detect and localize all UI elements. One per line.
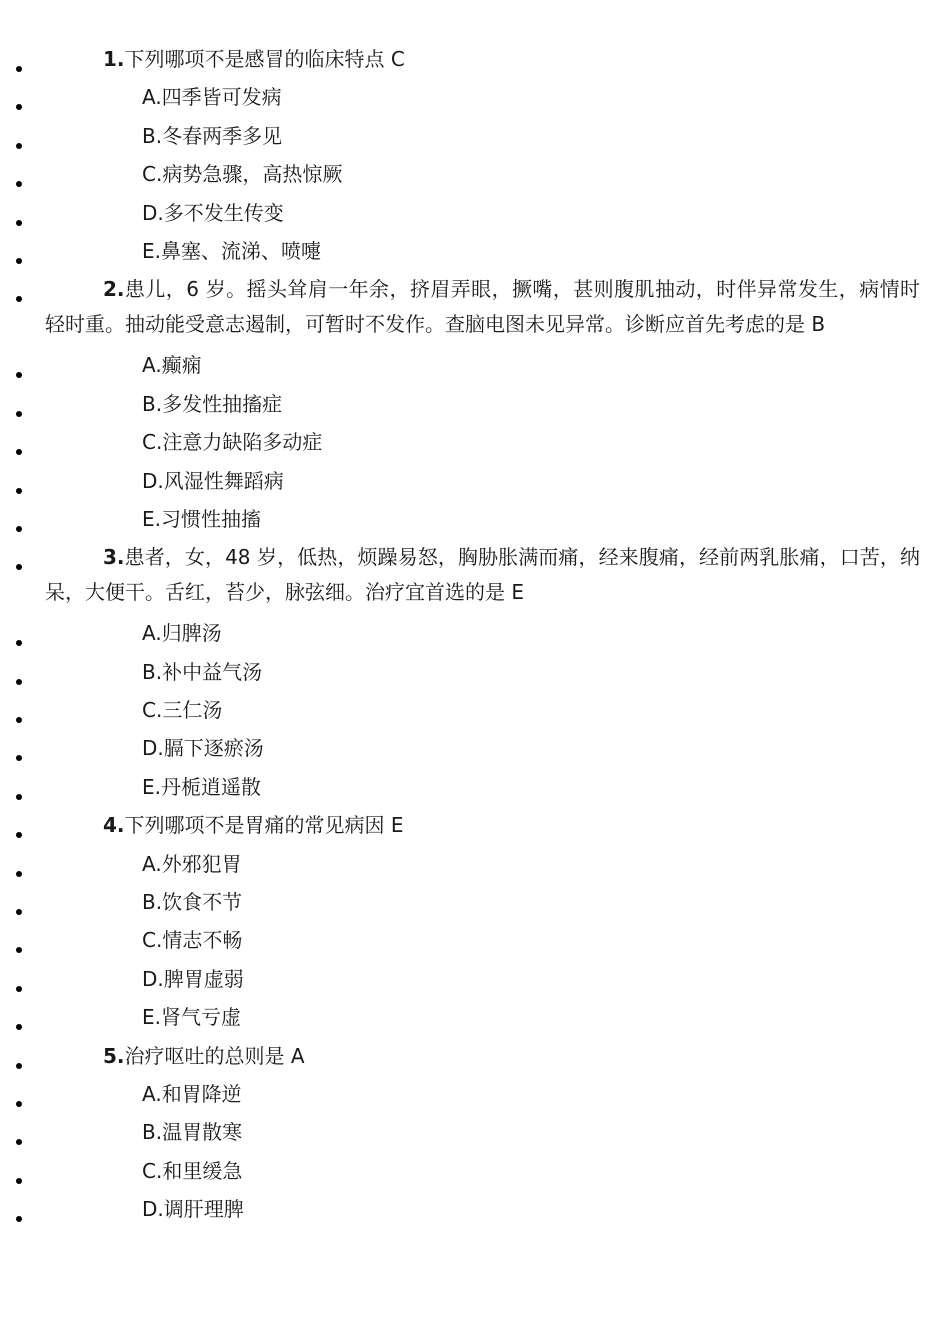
option-3d xyxy=(0,729,950,767)
option-4d xyxy=(0,960,950,998)
option-text: B.补中益气汤 xyxy=(142,659,263,684)
option-text: E.肾气亏虚 xyxy=(142,1005,241,1030)
bullet-icon xyxy=(16,679,22,685)
option-3c xyxy=(0,691,950,729)
bullet-icon xyxy=(16,564,22,570)
bullet-icon xyxy=(16,640,22,646)
option-2b xyxy=(0,385,950,423)
bullet-icon xyxy=(16,488,22,494)
question-number: 3. xyxy=(103,545,125,570)
option-text: B.温胃散寒 xyxy=(142,1120,243,1145)
option-1d xyxy=(0,194,950,232)
option-5b xyxy=(0,1113,950,1151)
question-text: 下列哪项不是感冒的临床特点 C xyxy=(124,47,405,71)
option-text: D.多不发生传变 xyxy=(142,200,284,225)
option-text: A.外邪犯胃 xyxy=(142,851,242,876)
option-2e xyxy=(0,500,950,538)
bullet-icon xyxy=(16,1063,22,1069)
option-text: A.归脾汤 xyxy=(142,621,222,646)
option-4e xyxy=(0,998,950,1036)
bullet-icon xyxy=(16,372,22,378)
option-text: D.脾胃虚弱 xyxy=(142,966,244,991)
bullet-icon xyxy=(16,871,22,877)
bullet-icon xyxy=(16,258,22,264)
bullet-icon xyxy=(16,526,22,532)
option-text: B.饮食不节 xyxy=(142,890,243,915)
bullet-icon xyxy=(16,143,22,149)
option-5a xyxy=(0,1075,950,1113)
option-1a xyxy=(0,78,950,116)
option-3e xyxy=(0,768,950,806)
option-text: C.和里缓急 xyxy=(142,1158,243,1183)
option-5d xyxy=(0,1190,950,1228)
bullet-icon xyxy=(16,66,22,72)
question-text: 患者，女，48 岁，低热，烦躁易怒，胸胁胀满而痛，经来腹痛，经前两乳胀痛，口苦，纳呆，大便干。舌红，苔少，脉弦细。治疗宜首选的是 E xyxy=(45,545,920,605)
option-text: C.注意力缺陷多动症 xyxy=(142,430,323,455)
bullet-icon xyxy=(16,181,22,187)
question-text: 患儿，6 岁。摇头耸肩一年余，挤眉弄眼，撅嘴，甚则腹肌抽动，时伴异常发生，病情时轻时重。抽动能受意志遏制，可暂时不发作。查脑电图未见异常。诊断应首先考虑的是 B xyxy=(45,277,920,337)
option-text: B.冬春两季多见 xyxy=(142,123,283,148)
bullet-icon xyxy=(16,1216,22,1222)
bullet-icon xyxy=(16,449,22,455)
bullet-icon xyxy=(16,909,22,915)
option-1e xyxy=(0,232,950,270)
bullet-icon xyxy=(16,104,22,110)
option-4b xyxy=(0,883,950,921)
option-4a xyxy=(0,845,950,883)
bullet-icon xyxy=(16,411,22,417)
bullet-icon xyxy=(16,794,22,800)
bullet-icon xyxy=(16,1024,22,1030)
option-5c xyxy=(0,1152,950,1190)
option-2d xyxy=(0,462,950,500)
bullet-icon xyxy=(16,220,22,226)
option-text: E.鼻塞、流涕、喷嚏 xyxy=(142,238,321,263)
option-text: E.丹栀逍遥散 xyxy=(142,774,261,799)
question-number: 1. xyxy=(103,47,125,71)
option-4c xyxy=(0,921,950,959)
bullet-icon xyxy=(16,986,22,992)
bullet-icon xyxy=(16,755,22,761)
option-3b xyxy=(0,653,950,691)
document-page xyxy=(0,40,950,1229)
option-text: A.和胃降逆 xyxy=(142,1081,242,1106)
option-text: D.膈下逐瘀汤 xyxy=(142,736,264,761)
option-1b xyxy=(0,117,950,155)
question-number: 5. xyxy=(103,1043,125,1068)
bullet-icon xyxy=(16,296,22,302)
question-3 xyxy=(0,538,950,614)
option-text: E.习惯性抽搐 xyxy=(142,506,261,531)
option-text: C.情志不畅 xyxy=(142,928,243,953)
bullet-icon xyxy=(16,717,22,723)
option-text: A.癫痫 xyxy=(142,353,202,378)
option-text: C.三仁汤 xyxy=(142,698,223,723)
bullet-icon xyxy=(16,832,22,838)
question-5 xyxy=(0,1037,950,1075)
option-2a xyxy=(0,346,950,384)
option-2c xyxy=(0,423,950,461)
question-1 xyxy=(0,40,950,78)
option-3a xyxy=(0,614,950,652)
question-text: 下列哪项不是胃痛的常见病因 E xyxy=(124,813,404,838)
question-4 xyxy=(0,806,950,844)
bullet-icon xyxy=(16,1101,22,1107)
option-text: B.多发性抽搐症 xyxy=(142,391,283,416)
question-number: 2. xyxy=(103,277,125,302)
option-text: C.病势急骤，高热惊厥 xyxy=(142,162,343,187)
option-1c xyxy=(0,155,950,193)
bullet-icon xyxy=(16,1139,22,1145)
bullet-icon xyxy=(16,947,22,953)
question-2 xyxy=(0,270,950,346)
question-text: 治疗呕吐的总则是 A xyxy=(124,1043,305,1068)
option-text: D.调肝理脾 xyxy=(142,1197,244,1222)
bullet-icon xyxy=(16,1178,22,1184)
question-number: 4. xyxy=(103,813,125,838)
option-text: A.四季皆可发病 xyxy=(142,85,282,110)
option-text: D.风湿性舞蹈病 xyxy=(142,468,284,493)
